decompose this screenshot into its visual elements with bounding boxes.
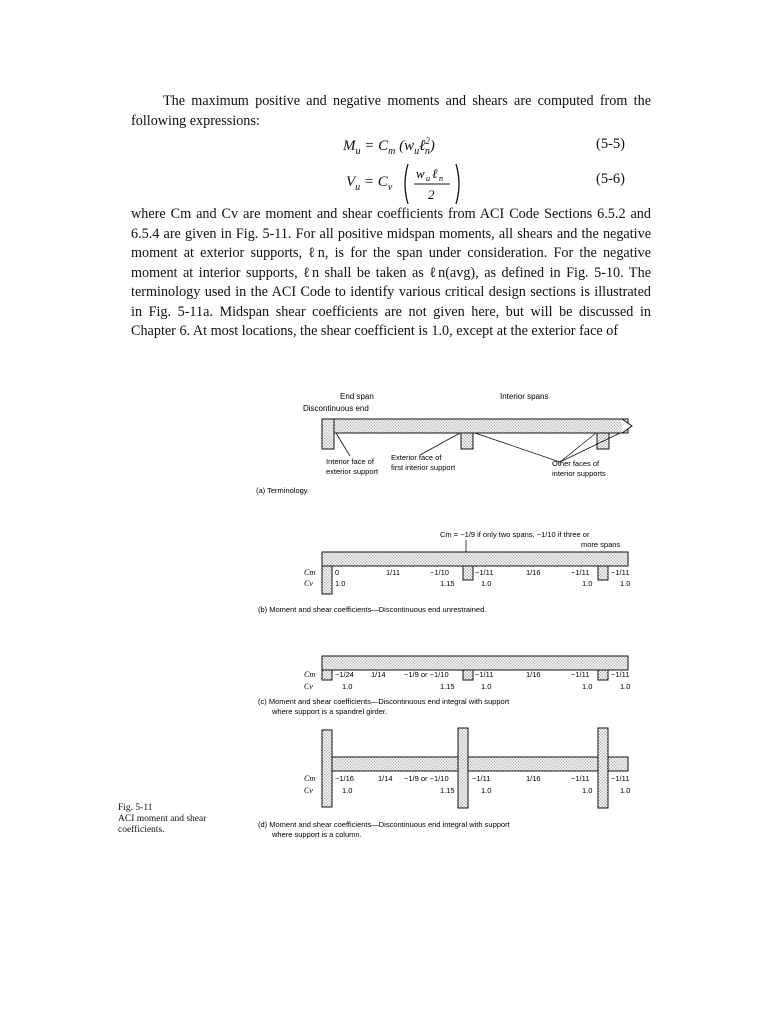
equation-number-5-5: (5-5) <box>596 136 625 152</box>
b-cm-4: 1/16 <box>526 568 541 577</box>
c-cm-4: 1/16 <box>526 670 541 679</box>
c-cv-3: 1.0 <box>582 682 593 691</box>
d-cm-4: 1/16 <box>526 774 541 783</box>
diagram-a-terminology <box>256 392 632 495</box>
row-label-cv-d: Cv <box>304 786 313 795</box>
caption-a: (a) Terminology. <box>256 486 310 495</box>
row-label-cm-d: Cm <box>304 774 316 783</box>
c-cm-5: −1/11 <box>571 670 590 679</box>
figure-caption-line-3: coefficients. <box>118 825 165 835</box>
caption-b: (b) Moment and shear coefficients—Discontinuous end unrestrained. <box>258 605 487 614</box>
d-cv-3: 1.0 <box>582 786 593 795</box>
d-cm-5: −1/11 <box>571 774 590 783</box>
c-cm-3: −1/11 <box>475 670 494 679</box>
document-page: The maximum positive and negative moments and shears are computed from the following expressions: $M_u = C_m$ $(w_u\ell^2_n)$ (5-5) $V_u = C_v$ w u ℓ n 2 (5-6) where Cm and Cv are moment and shear coefficients from ACI Code Sections 6.5.2 and 6.5.4 are given in Fig. 5-11. For all positive midspan moments, all shears and the negative moment at exterior supports, ℓn, is for the span under consideration. For the negative moment at interior supports, ℓn shall be taken as ℓn(avg), as defined in Fig. 5-10. The terminology used in the ACI Code to identify various critical design sections is illustrated in Fig. 5-11a. Midspan shear coefficients are not given here, but will be discussed in Chapter 6. At most locations, the shear coefficient is 1.0, except at the exterior face of End span Interior spans Discontinuous end Interior face of exterior support Exterior face of first interior support Other faces of interior supports (a) Terminology. Cm = −1/9 if only two spans, −1/10 if three or more spans Cm Cv 0 1/11 −1/10 −1/11 1/16 −1/11 −1/11 1.0 1.15 1.0 1.0 1.0 (b) Moment and shear coefficients—Discontinuous end unrestrained. Cm Cv −1/24 1/14 −1/9 or −1/10 −1/11 1/16 −1/11 −1/11 1.0 1.15 1.0 1.0 1.0 (c) Moment and shear coefficients—Discontinuous end integral with support where support is a spandrel girder. Cm Cv −1/16 1/14 −1/9 or −1/10 −1/11 1/16 −1/11 −1/11 1.0 1.15 1.0 1.0 1.0 (d) Moment and shear coefficients—Discontinuous end integral with support where support is a column. Fig. 5-11 ACI moment and shear coefficients. <box>0 0 768 1024</box>
b-cm-3: −1/11 <box>475 568 494 577</box>
label-discontinuous-end: Discontinuous end <box>303 404 369 413</box>
svg-text:2: 2 <box>428 187 435 202</box>
equation-number-5-6: (5-6) <box>596 171 625 187</box>
label-exterior-face-1: Exterior face of <box>391 453 442 462</box>
b-cv-0: 1.0 <box>335 579 346 588</box>
b-cm-0: 0 <box>335 568 340 577</box>
svg-text:n: n <box>439 174 443 183</box>
c-cv-4: 1.0 <box>620 682 631 691</box>
c-cm-1: 1/14 <box>371 670 386 679</box>
d-cm-0: −1/16 <box>335 774 354 783</box>
c-cv-2: 1.0 <box>481 682 492 691</box>
d-cm-3: −1/11 <box>472 774 491 783</box>
body-paragraph: where Cm and Cv are moment and shear coefficients from ACI Code Sections 6.5.2 and 6.5.4 are given in Fig. 5-11. For all positive midspan moments, all shears and the negative moment at exterior supports, ℓn, is for the span under consideration. For the negative moment at interior supports, ℓn shall be taken as ℓn(avg), as defined in Fig. 5-10. The terminology used in the ACI Code to identify various critical design sections is illustrated in Fig. 5-11a. Midspan shear coefficients are not given here, but will be discussed in Chapter 6. At most locations, the shear coefficient is 1.0, except at the exterior face of <box>131 206 651 339</box>
figure-caption <box>118 803 238 836</box>
d-cm-1: 1/14 <box>378 774 393 783</box>
c-cv-0: 1.0 <box>342 682 353 691</box>
intro-paragraph: The maximum positive and negative moments and shears are computed from the following expressions: <box>131 93 651 129</box>
label-other-faces-2: interior supports <box>552 469 606 478</box>
d-cv-0: 1.0 <box>342 786 353 795</box>
caption-c-1: (c) Moment and shear coefficients—Discontinuous end integral with support <box>258 697 510 706</box>
row-label-cm-c: Cm <box>304 670 316 679</box>
b-cm-2: −1/10 <box>430 568 449 577</box>
caption-d-1: (d) Moment and shear coefficients—Discontinuous end integral with support <box>258 820 510 829</box>
caption-d-2: where support is a column. <box>272 830 362 839</box>
d-cm-2: −1/9 or −1/10 <box>404 774 449 783</box>
label-interior-face-1: Interior face of <box>326 457 374 466</box>
label-interior-spans: Interior spans <box>500 392 549 401</box>
svg-text:w: w <box>416 166 425 181</box>
caption-c-2: where support is a spandrel girder. <box>272 707 388 716</box>
diagram-c-spandrel <box>258 656 630 716</box>
row-label-cm-b: Cm <box>304 568 316 577</box>
b-cv-4: 1.0 <box>620 579 631 588</box>
note-b-1: Cm = −1/9 if only two spans, −1/10 if three or <box>440 530 590 539</box>
b-cm-1: 1/11 <box>386 568 401 577</box>
b-cm-5: −1/11 <box>571 568 590 577</box>
svg-text:ℓ: ℓ <box>432 166 438 181</box>
b-cv-3: 1.0 <box>582 579 593 588</box>
label-end-span: End span <box>340 392 374 401</box>
d-cm-6: −1/11 <box>611 774 630 783</box>
figure-caption-line-2: ACI moment and shear <box>118 814 207 824</box>
svg-text:u: u <box>426 174 430 183</box>
c-cm-6: −1/11 <box>611 670 630 679</box>
b-cv-2: 1.0 <box>481 579 492 588</box>
label-exterior-face-2: first interior support <box>391 463 456 472</box>
diagram-d-column <box>258 728 630 839</box>
d-cv-4: 1.0 <box>620 786 631 795</box>
row-label-cv-b: Cv <box>304 579 313 588</box>
c-cm-0: −1/24 <box>335 670 354 679</box>
figure-caption-line-1: Fig. 5-11 <box>118 803 153 813</box>
note-b-2: more spans <box>581 540 621 549</box>
d-cv-1: 1.15 <box>440 786 455 795</box>
equation-5-5: $M_u = C_m$ $(w_u\ell^2_n)$ <box>343 136 435 157</box>
b-cv-1: 1.15 <box>440 579 455 588</box>
d-cv-2: 1.0 <box>481 786 492 795</box>
c-cm-2: −1/9 or −1/10 <box>404 670 449 679</box>
c-cv-1: 1.15 <box>440 682 455 691</box>
diagram-b-unrestrained <box>258 530 630 614</box>
b-cm-6: −1/11 <box>611 568 630 577</box>
label-other-faces-1: Other faces of <box>552 459 600 468</box>
row-label-cv-c: Cv <box>304 682 313 691</box>
label-interior-face-2: exterior support <box>326 467 379 476</box>
